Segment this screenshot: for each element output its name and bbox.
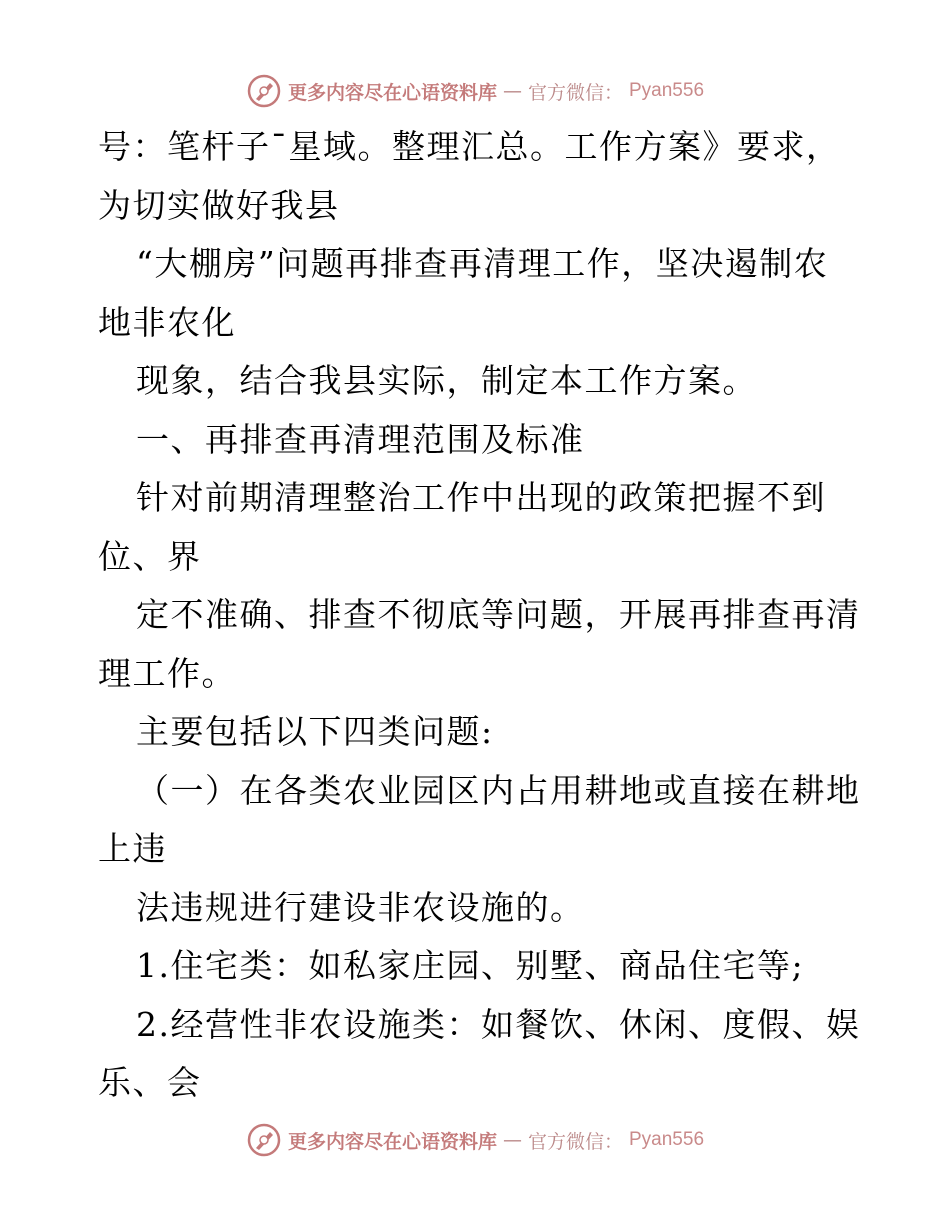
watermark-dash: — <box>502 80 522 102</box>
text-line: 地非农化 <box>98 302 236 342</box>
text-line: 法违规进行建设非农设施的。 <box>136 887 585 927</box>
watermark-brand: 更多内容尽在心语资料库 <box>287 1130 497 1153</box>
text-line: 现象，结合我县实际，制定本工作方案。 <box>136 361 757 400</box>
pen-seal-icon <box>246 1122 282 1158</box>
text-line: 为切实做好我县 <box>98 185 340 225</box>
text-line: 主要包括以下四类问题: <box>136 712 494 751</box>
text-line: 号：笔杆子¯星域。整理汇总。工作方案》要求， <box>98 127 841 166</box>
watermark-wechat-label: 官方微信： <box>527 81 623 104</box>
pen-seal-icon <box>246 73 282 109</box>
watermark-brand: 更多内容尽在心语资料库 <box>287 81 497 104</box>
subsection-heading: （一）在各类农业园区内占用耕地或直接在耕地 <box>136 770 861 810</box>
watermark-wechat-label: 官方微信： <box>527 1130 623 1153</box>
text-line: 针对前期清理整治工作中出现的政策把握不到 <box>136 478 826 517</box>
text-line: “大棚房”问题再排查再清理工作，坚决遏制农 <box>136 244 829 283</box>
section-heading: 一、再排查再清理范围及标准 <box>136 419 585 459</box>
list-item: 2.经营性非农设施类：如餐饮、休闲、度假、娱 <box>136 1004 861 1044</box>
text-line: 乐、会 <box>98 1063 202 1102</box>
document-body <box>98 118 878 1113</box>
header-watermark <box>0 71 950 111</box>
watermark-wechat-id: Pyan556 <box>629 1129 705 1150</box>
text-line: 定不准确、排查不彻底等问题，开展再排查再清 <box>136 595 861 634</box>
list-item: 1.住宅类：如私家庄园、别墅、商品住宅等; <box>136 946 805 985</box>
text-line: 上违 <box>98 829 167 868</box>
footer-watermark <box>0 1120 950 1160</box>
text-line: 理工作。 <box>98 653 236 693</box>
watermark-dash: — <box>502 1129 522 1151</box>
watermark-wechat-id: Pyan556 <box>629 80 705 101</box>
text-line: 位、界 <box>98 536 202 576</box>
